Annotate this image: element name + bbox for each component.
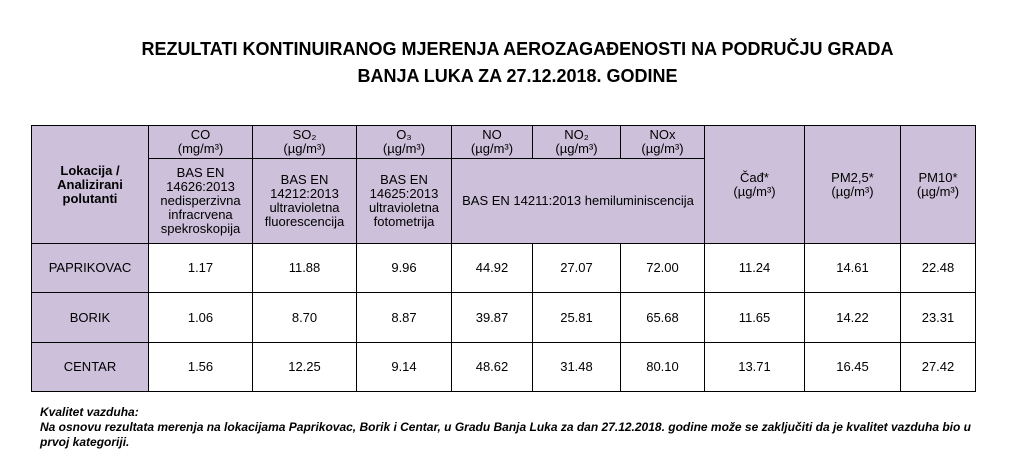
co-method: BAS EN 14626:2013 nedisperzivna infracrvena spekroskopija [149,159,253,244]
so2-name: SO₂ [292,127,317,142]
o3-value: 9.96 [357,244,452,293]
cad-value: 11.24 [705,244,805,293]
pm25-unit: (µg/m³) [831,183,874,199]
pm25-name: PM2,5* [831,169,874,185]
location-cell: BORIK [32,293,149,343]
table-row [32,293,976,343]
nox-value: 72.00 [621,244,705,293]
nox-value: 80.10 [621,343,705,392]
co-value: 1.17 [149,244,253,293]
cad-header [705,126,805,244]
pm25-header [805,126,901,244]
nox-value: 65.68 [621,293,705,343]
note-text: Na osnovu rezultata merenja na lokacijama Paprikovac, Borik i Centar, u Gradu Banja Luka za dan 27.12.2018. godine može se zaključiti da je kvalitet vazduha bio u prvoj kategoriji. [40,420,971,449]
o3-unit: (µg/m³) [382,141,426,156]
cad-unit: (µg/m³) [733,183,776,199]
co-header [149,126,253,159]
nox-unit: (µg/m³) [641,141,684,156]
o3-method: BAS EN 14625:2013 ultravioletna fotometrija [357,159,452,244]
measurement-table [31,125,976,392]
no-value: 48.62 [452,343,533,392]
pm10-value: 23.31 [901,293,976,343]
pm10-value: 27.42 [901,343,976,392]
so2-value: 8.70 [253,293,357,343]
pm25-value: 14.61 [805,244,901,293]
title-line-2: BANJA LUKA ZA 27.12.2018. GODINE [357,66,678,86]
pm25-value: 14.22 [805,293,901,343]
no-unit: (µg/m³) [470,141,514,156]
o3-name: O₃ [396,127,412,142]
so2-unit: (µg/m³) [283,141,326,156]
no-value: 44.92 [452,244,533,293]
so2-header [253,126,357,159]
no2-value: 25.81 [533,293,621,343]
o3-value: 8.87 [357,293,452,343]
co-unit: (mg/m³) [177,141,224,156]
no2-header [533,126,621,159]
note-heading: Kvalitet vazduha: [40,405,139,419]
location-header: Lokacija / Analizirani polutanti [32,126,149,244]
cad-value: 13.71 [705,343,805,392]
o3-value: 9.14 [357,343,452,392]
air-quality-note [40,405,990,450]
no-name: NO [482,127,502,142]
cad-name: Čađ* [740,169,769,185]
so2-value: 12.25 [253,343,357,392]
co-value: 1.06 [149,293,253,343]
table-row [32,244,976,293]
co-name: CO [190,127,211,142]
pm10-value: 22.48 [901,244,976,293]
pm25-value: 16.45 [805,343,901,392]
no2-value: 27.07 [533,244,621,293]
no2-unit: (µg/m³) [555,141,598,156]
page-title [0,36,1035,90]
location-cell: PAPRIKOVAC [32,244,149,293]
nox-method: BAS EN 14211:2013 hemiluminiscencija [452,159,705,244]
nox-name: NOx [649,127,676,142]
nox-header [621,126,705,159]
location-cell: CENTAR [32,343,149,392]
co-value: 1.56 [149,343,253,392]
no2-value: 31.48 [533,343,621,392]
pm10-name: PM10* [918,169,958,185]
table-row [32,343,976,392]
o3-header [357,126,452,159]
pm10-unit: (µg/m³) [916,183,960,199]
so2-value: 11.88 [253,244,357,293]
cad-value: 11.65 [705,293,805,343]
so2-method: BAS EN 14212:2013 ultravioletna fluorescencija [253,159,357,244]
no-value: 39.87 [452,293,533,343]
no2-name: NO₂ [564,127,589,142]
pm10-header [901,126,976,244]
no-header [452,126,533,159]
title-line-1: REZULTATI KONTINUIRANOG MJERENJA AEROZAGAĐENOSTI NA PODRUČJU GRADA [141,39,894,59]
